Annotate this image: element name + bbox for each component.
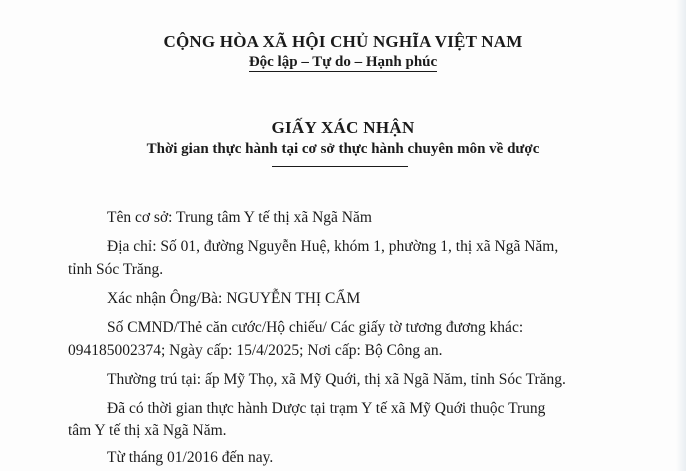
- national-heading: CỘNG HÒA XÃ HỘI CHỦ NGHĨA VIỆT NAM: [163, 32, 523, 51]
- national-motto: [0, 54, 686, 71]
- practice-line-1: Đã có thời gian thực hành Dược tại trạm Y tế xã Mỹ Quới thuộc Trung: [107, 400, 546, 417]
- practice-period-line: Từ tháng 01/2016 đến nay.: [107, 449, 274, 466]
- address-line-1: Địa chỉ: Số 01, đường Nguyễn Huệ, khóm 1, phường 1, thị xã Ngã Năm,: [107, 238, 559, 255]
- subtitle-divider: [272, 166, 408, 167]
- practice-line-2: tâm Y tế thị xã Ngã Năm.: [68, 422, 227, 439]
- person-name-line: Xác nhận Ông/Bà: NGUYỄN THỊ CẨM: [107, 290, 361, 307]
- id-document-line-1: Số CMND/Thẻ căn cước/Hộ chiếu/ Các giấy tờ tương đương khác:: [107, 319, 524, 336]
- document-title: GIẤY XÁC NHẬN: [271, 118, 415, 137]
- residence-line: Thường trú tại: ấp Mỹ Thọ, xã Mỹ Quới, thị xã Ngã Năm, tỉnh Sóc Trăng.: [107, 371, 566, 388]
- national-motto-text: Độc lập – Tự do – Hạnh phúc: [248, 54, 438, 70]
- facility-name-line: Tên cơ sở: Trung tâm Y tế thị xã Ngã Năm: [107, 209, 372, 226]
- id-document-line-2: 094185002374; Ngày cấp: 15/4/2025; Nơi cấp: Bộ Công an.: [68, 342, 443, 359]
- document-subtitle: Thời gian thực hành tại cơ sở thực hành chuyên môn về dược: [146, 141, 540, 157]
- address-line-2: tỉnh Sóc Trăng.: [68, 261, 164, 278]
